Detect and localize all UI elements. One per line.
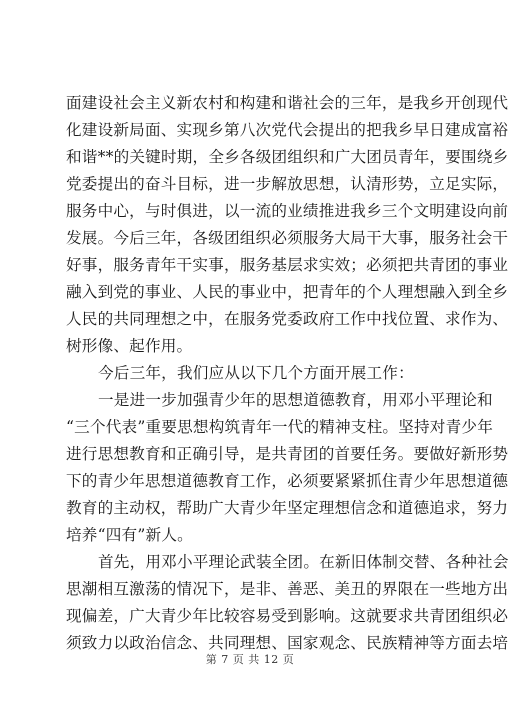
text-line: 须致力以政治信念、共同理想、国家观念、民族精神等方面去培	[66, 634, 509, 652]
text-line: “三个代表”重要思想构筑青年一代的精神支柱。坚持对青少年	[66, 418, 493, 436]
paragraph-start-line: 一是进一步加强青少年的思想道德教育，用邓小平理论和	[98, 391, 493, 409]
text-line: 发展。今后三年，各级团组织必须服务大局干大事，服务社会干	[66, 229, 509, 247]
text-line: 面建设社会主义新农村和构建和谐社会的三年，是我乡开创现代	[66, 94, 509, 112]
paragraph-start-line: 首先，用邓小平理论武装全团。在新旧体制交替、各种社会	[98, 553, 509, 571]
text-line: 现偏差，广大青少年比较容易受到影响。这就要求共青团组织必	[66, 607, 509, 625]
text-line: 思潮相互激荡的情况下，是非、善恶、美丑的界限在一些地方出	[66, 580, 509, 598]
text-line: 进行思想教育和正确引导，是共青团的首要任务。要做好新形势	[66, 445, 509, 463]
text-line: 树形像、起作用。	[66, 337, 193, 355]
page-footer: 第 7 页 共 12 页	[205, 653, 295, 666]
text-line: 培养“四有”新人。	[66, 526, 193, 544]
text-line: 好事，服务青年干实事，服务基层求实效；必须把共青团的事业	[66, 256, 509, 274]
paragraph-start-line: 今后三年，我们应从以下几个方面开展工作：	[98, 364, 414, 382]
text-line: 融入到党的事业、人民的事业中，把青年的个人理想融入到全乡	[66, 283, 509, 301]
text-line: 下的青少年思想道德教育工作，必须要紧紧抓住青少年思想道德	[66, 472, 509, 490]
text-line: 人民的共同理想之中，在服务党委政府工作中找位置、求作为、	[66, 310, 509, 328]
text-line: 化建设新局面、实现乡第八次党代会提出的把我乡早日建成富裕	[66, 121, 509, 139]
text-line: 教育的主动权，帮助广大青少年坚定理想信念和道德追求，努力	[66, 499, 509, 517]
text-line: 服务中心，与时俱进，以一流的业绩推进我乡三个文明建设向前	[66, 202, 509, 220]
text-line: 和谐**的关键时期，全乡各级团组织和广大团员青年，要围绕乡	[66, 148, 509, 166]
document-body	[66, 90, 509, 657]
text-line: 党委提出的奋斗目标，进一步解放思想，认清形势，立足实际，	[66, 175, 509, 193]
